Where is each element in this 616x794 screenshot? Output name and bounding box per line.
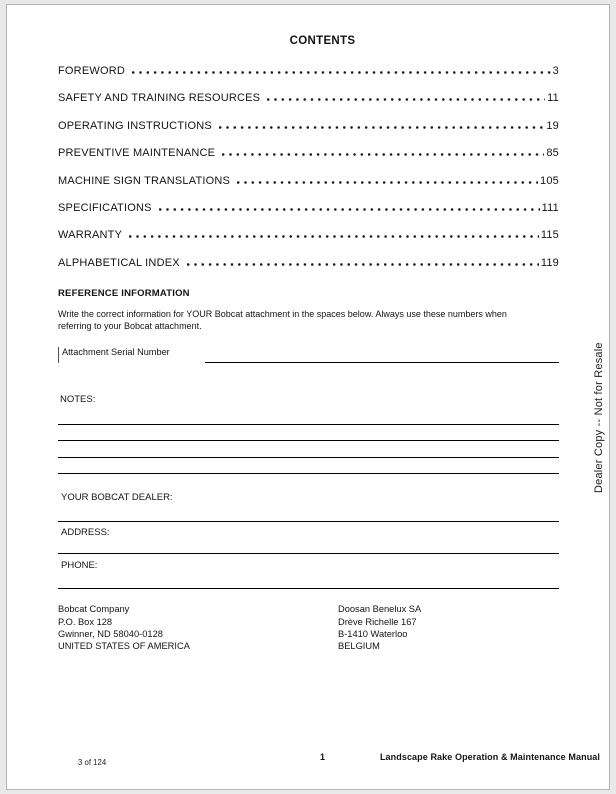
- toc-entry-page: 105: [540, 174, 559, 187]
- toc-entry-safety: [58, 92, 559, 119]
- phone-blank-line: [58, 571, 559, 589]
- dot-leader: [132, 71, 551, 74]
- toc-entry-index: [58, 257, 559, 284]
- attachment-serial-number-label: Attachment Serial Number: [58, 347, 205, 363]
- address-line: P.O. Box 128: [58, 616, 113, 627]
- attachment-serial-number-field: [58, 347, 559, 363]
- toc-entry-translations: [58, 175, 559, 202]
- address-blank-line: [58, 538, 559, 554]
- toc-entry-operating: [58, 120, 559, 147]
- toc-entry-label: WARRANTY: [58, 229, 123, 242]
- dot-leader: [159, 208, 540, 211]
- toc-entry-maintenance: [58, 147, 559, 174]
- document-page: [6, 4, 610, 790]
- dot-leader: [222, 153, 544, 156]
- company-addresses: [58, 603, 559, 652]
- toc-entry-foreword: [58, 65, 559, 92]
- toc-entry-label: MACHINE SIGN TRANSLATIONS: [58, 174, 231, 187]
- toc-entry-page: 11: [547, 92, 559, 105]
- toc-entry-label: ALPHABETICAL INDEX: [58, 256, 180, 269]
- dealer-blank-line: [58, 503, 559, 522]
- table-of-contents: [58, 65, 559, 284]
- dealer-copy-watermark: Dealer Copy -- Not for Resale: [593, 342, 605, 493]
- reference-information-heading: REFERENCE INFORMATION: [58, 288, 190, 300]
- footer-page-number: 1: [320, 752, 326, 762]
- address-line: B-1410 Waterloo: [338, 628, 408, 639]
- dot-leader: [129, 235, 539, 238]
- toc-entry-page: 85: [546, 147, 559, 160]
- address-line: Doosan Benelux SA: [338, 604, 422, 615]
- notes-blank-line: [58, 425, 559, 442]
- address-label: ADDRESS:: [61, 527, 110, 539]
- notes-blank-line: [58, 441, 559, 458]
- notes-label: NOTES:: [60, 393, 96, 405]
- address-line: Drève Richelle 167: [338, 616, 417, 627]
- dot-leader: [237, 181, 538, 184]
- toc-entry-page: 3: [552, 65, 559, 77]
- footer-sheet-info: 3 of 124: [78, 758, 107, 767]
- address-line: UNITED STATES OF AMERICA: [58, 641, 190, 652]
- address-line: BELGIUM: [338, 641, 380, 652]
- toc-entry-page: 111: [541, 201, 559, 214]
- toc-entry-label: PREVENTIVE MAINTENANCE: [58, 147, 216, 160]
- address-line: Gwinner, ND 58040-0128: [58, 628, 163, 639]
- dot-leader: [219, 126, 544, 129]
- toc-entry-specifications: [58, 202, 559, 229]
- phone-label: PHONE:: [61, 560, 98, 572]
- toc-entry-label: OPERATING INSTRUCTIONS: [58, 119, 212, 132]
- address-line: Bobcat Company: [58, 604, 130, 615]
- address-block-usa: [58, 603, 338, 652]
- paragraph-line: referring to your Bobcat attachment.: [58, 320, 202, 331]
- toc-entry-warranty: [58, 229, 559, 256]
- reference-information-paragraph: [58, 309, 559, 333]
- attachment-serial-number-blank-line: [205, 347, 559, 363]
- dot-leader: [267, 98, 545, 101]
- toc-entry-label: FOREWORD: [58, 65, 125, 77]
- page-content: [58, 5, 559, 652]
- paragraph-line: Write the correct information for YOUR Bobcat attachment in the spaces below. Always use these numbers when: [58, 309, 507, 320]
- toc-entry-label: SAFETY AND TRAINING RESOURCES: [58, 92, 261, 105]
- toc-entry-page: 119: [540, 256, 559, 269]
- toc-entry-page: 19: [546, 119, 559, 132]
- notes-blank-line: [58, 458, 559, 475]
- dot-leader: [187, 263, 539, 266]
- toc-entry-label: SPECIFICATIONS: [58, 201, 152, 214]
- footer-manual-title: Landscape Rake Operation & Maintenance Manual: [379, 752, 600, 762]
- page-title: CONTENTS: [289, 35, 356, 47]
- toc-entry-page: 115: [540, 229, 559, 242]
- dealer-label: YOUR BOBCAT DEALER:: [61, 492, 173, 504]
- address-block-belgium: [338, 603, 421, 652]
- notes-blank-line: [58, 405, 559, 425]
